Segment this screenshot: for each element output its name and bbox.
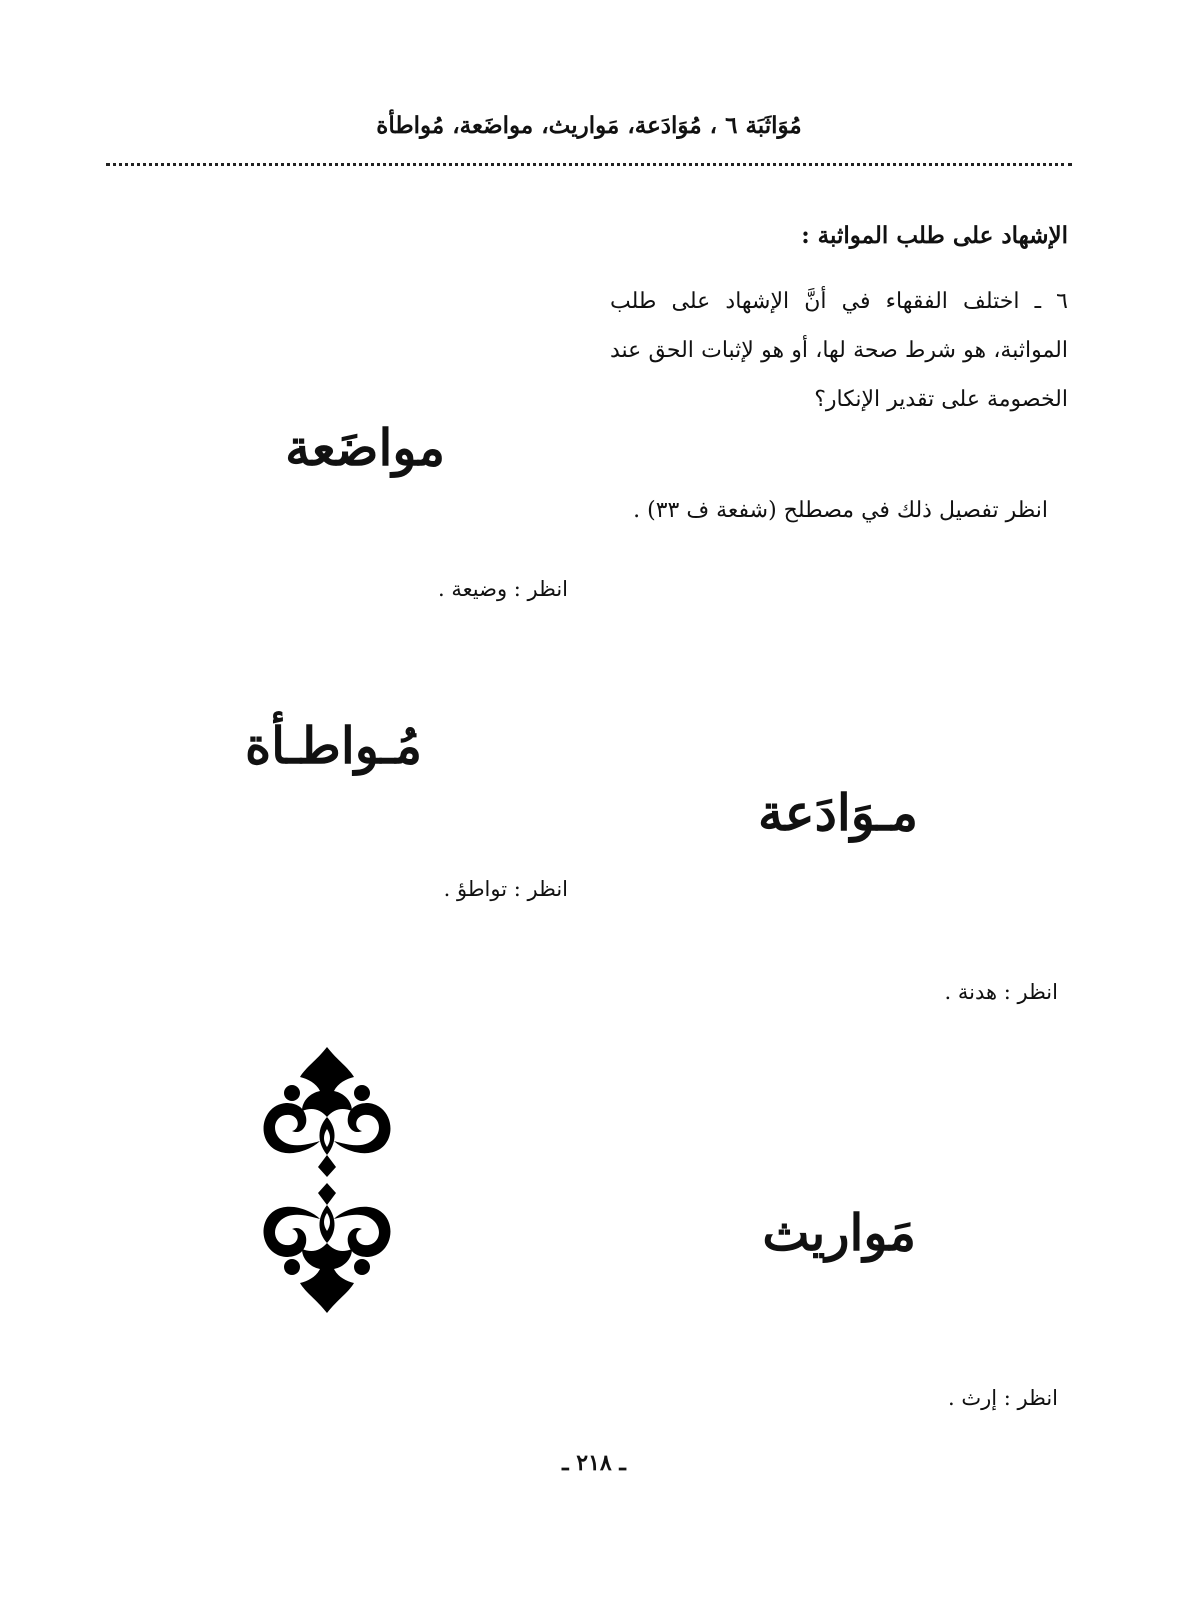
section-heading: الإشهاد على طلب المواثبة : — [801, 222, 1068, 249]
entry-title-mawarith: مَواريث — [762, 1203, 916, 1262]
cross-reference-paragraph: انظر تفصيل ذلك في مصطلح (شفعة ف ٣٣) . — [633, 498, 1048, 523]
entry-title-mawadaa: مواضَعة — [285, 418, 445, 477]
entry-title-muwadaa: مـوَادَعة — [757, 783, 918, 842]
arabesque-ornament-icon — [250, 1045, 405, 1315]
entry-see-mawarith: انظر : إرث . — [947, 1386, 1058, 1410]
entry-see-muwadaa: انظر : هدنة . — [944, 980, 1058, 1004]
entry-see-muwataa: انظر : تواطؤ . — [443, 877, 568, 901]
header-divider — [106, 163, 1072, 166]
page-number: ـ ٢١٨ ـ — [562, 1450, 626, 1476]
running-header: مُوَاثَبَة ٦ ، مُوَادَعة، مَواريث، مواضَعة، مُواطأة — [376, 112, 802, 139]
entry-see-mawadaa: انظر : وضيعة . — [438, 577, 568, 601]
section-paragraph: ٦ ـ اختلف الفقهاء في أنَّ الإشهاد على طلب المواثبة، هو شرط صحة لها، أو هو لإثبات الحق عند الخصومة على تقدير الإنكار؟ — [610, 289, 1068, 412]
entry-title-muwataa: مُـواطـأة — [244, 716, 422, 775]
